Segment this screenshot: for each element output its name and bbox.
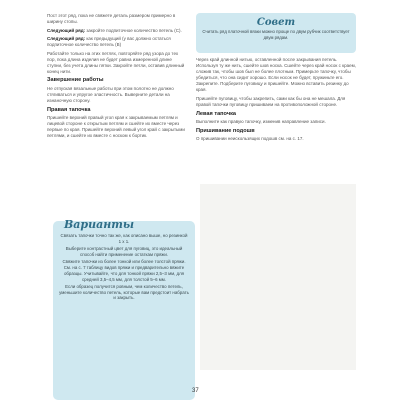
next-row-2-label: Следующий ряд: [47, 36, 86, 42]
variants-p3: Свяжите тапочки из более тонкой или более толстой пряжи. См. на с. 7 таблицу видов пряжи и предварительно вяжите образцы. Учитывайте, что для тонкой пряжи 2,5–3 мм, для средней 3,5–4,5 мм, для толстой 5–6 мм. [62, 259, 186, 282]
page-number: 37 [192, 388, 199, 394]
left-column [47, 13, 187, 142]
variants-p2: Выберите контрастный цвет для пуговиц, это идеальный способ найти применение остаткам пряжи. [65, 246, 183, 257]
next-row-2 [47, 36, 187, 48]
tip-box [196, 13, 356, 53]
sole-text: О пришивании неискользящих подошв см. на с. 17. [196, 136, 304, 142]
tip-title: Совет [256, 17, 296, 28]
right-slipper-heading: Правая тапочка [47, 106, 91, 113]
right-column [196, 57, 356, 145]
next-row-1-label: Следующий ряд: [47, 27, 86, 33]
next-row-2-text: как предыдущий (у вас должно остаться подпиточное количество петель (В) [47, 36, 171, 48]
left-slipper-heading: Левая тапочка [196, 110, 236, 117]
right-slipper-text: Пришейте верхний правый угол края к закрываемым петлям и лицевой стороне к открытым петлям и сшейте их вместе через первые по края. Пришейте верхний левый угол край с закрытыми петлями, и сшейте их вместе с носком к бортик. [47, 115, 185, 139]
slippers-photo [200, 184, 356, 370]
finish-text: Не отпуская вязальные работы при этом полотно не должно стягиваться и упругое эластичность. Выверните детали на изнаночную сторону. [47, 85, 174, 104]
right-text-2: Пришейте пуговицу, чтобы закрепить, сами как бы она не мешала. Для правой тапочки пуговицу пришиваем на противоположной стороне. [196, 95, 346, 108]
variants-p1: Связать тапочки точно так же, как описано выше, но резинкой 1 х 1. [60, 233, 188, 244]
variants-p4: Если образец получится ровным, чем количество петель, уменьшите количество петель, которые вам предстоит набрать и закрыть. [59, 283, 189, 301]
left-slipper-text: Выполните как правую тапочку, изменив направление записи. [196, 119, 326, 125]
right-text-1: Через край длинной нитью, оставленной после закрывания петель. Используя ту же нить, сшейте шов носка. Сшейте через край носок с краем, сложив так, чтобы шов был не более плотным. Примерьте тапочку, чтобы убедиться, что она сидит хорошо. Если носок не будет, пружиньте его. Закрепите. Подберите пуговицу и пришейте. Можно вставить резинку до края. [196, 57, 356, 93]
variants-box [53, 221, 195, 400]
intro-text: Пост этот ряд, пока не свяжете деталь размером примерно в ширину стопы. [47, 13, 176, 25]
work-text: Работайте только на этих петлях, повторяйте ряд узора до тех пор, пока длина изделия не будет равна измеренной длине ступни, без учета длины пятки. Закройте петли, оставив длинный конец нити. [47, 50, 185, 74]
sole-heading: Пришивание подошв [196, 127, 255, 134]
variants-title: Варианты [64, 218, 135, 231]
next-row-1-text: закройте подпиточное количество петель (С). [86, 27, 182, 33]
tip-text: Считать ряд платочной вязки можно проще по двум рубчик соответствует двум рядам. [202, 29, 350, 40]
finish-heading: Завершение работы [47, 77, 104, 84]
next-row-1 [47, 28, 187, 34]
